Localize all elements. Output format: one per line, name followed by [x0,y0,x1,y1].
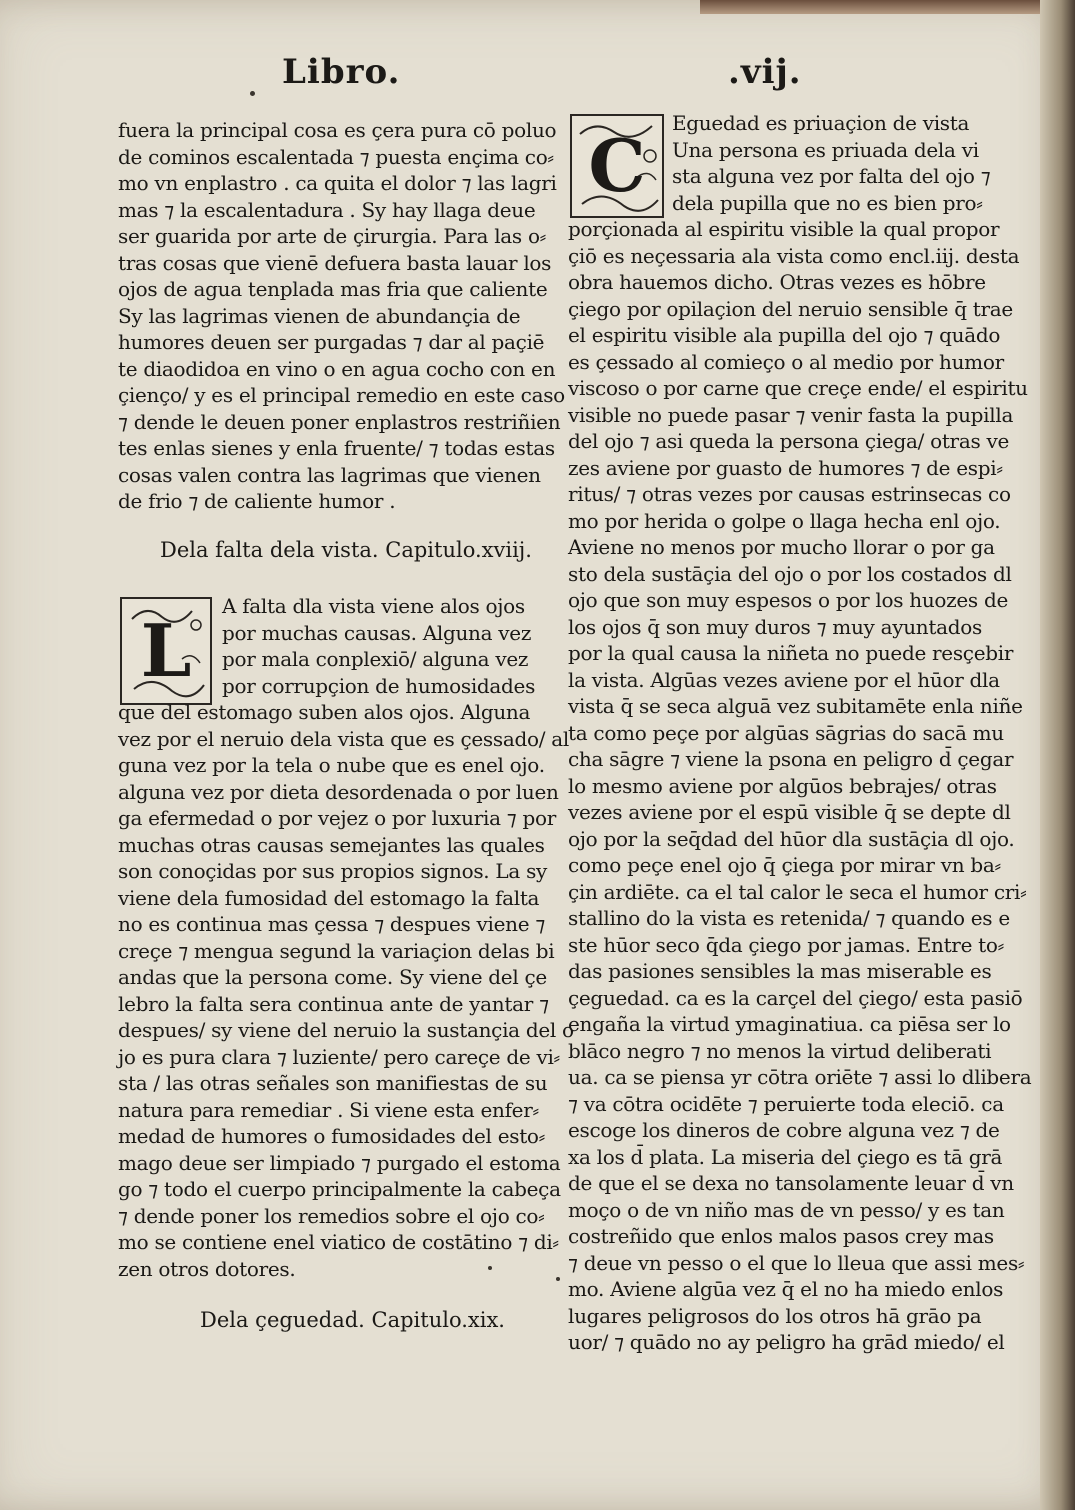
text-line: ojo que son muy espesos o por los huozes de [568,588,1008,612]
text-line: tes enlas sienes y enla fruente/ ⁊ todas estas [118,436,555,460]
text-line: por muchas causas. Alguna vez [222,620,532,645]
text-line: costreñido que enlos malos pasos crey mas [568,1224,994,1248]
header-right: .vij. [728,52,802,92]
left-column-top-text [118,117,565,515]
left-column-body-text [118,699,574,1282]
ink-dot [488,1266,492,1270]
text-line: moço o de vn niño mas de vn pesso/ y es tan [568,1197,1005,1222]
text-line: ⁊ va cōtra ocidēte ⁊ peruierte toda eleciō. ca [568,1091,1004,1116]
initial-text-block-2 [672,110,991,216]
text-line: engaña la virtud ymaginatiua. ca piēsa ser lo [568,1012,1011,1036]
text-line: que del estomago suben alos ojos. Alguna [118,700,531,724]
text-line: el espiritu visible ala pupilla del ojo ⁊ quādo [568,323,1001,347]
text-line: mo por herida o golpe o llaga hecha enl ojo. [568,508,1001,533]
text-line: Una persona es priuada dela vi [672,137,979,162]
text-line: Sy las lagrimas vienen de abundançia de [118,303,521,328]
initial-letter-c: C [588,123,646,208]
text-line: por mala conplexiō/ alguna vez [222,647,529,671]
text-line: zes aviene por guasto de humores ⁊ de espi⸗ [568,455,1003,480]
text-line: stallino do la vista es retenida/ ⁊ quando es e [568,906,1010,930]
text-line: go ⁊ todo el cuerpo principalmente la cabeça [118,1177,561,1201]
text-line: sto dela sustāçia del ojo o por los costados dl [568,561,1012,586]
text-line: cosas valen contra las lagrimas que vienen [118,462,541,487]
text-line: lebro la falta sera continua ante de yantar ⁊ [118,991,549,1016]
text-line: de cominos escalentada ⁊ puesta ençima co⸗ [118,144,554,169]
chapter-heading-xviij: Dela falta dela vista. Capitulo.xviij. [160,538,532,562]
text-line: ta como peçe por algūas sāgrias do sacā mu [568,720,1004,745]
text-line: guna vez por la tela o nube que es enel ojo. [118,753,545,777]
text-line: jo es pura clara ⁊ luziente/ pero careçe de vi⸗ [118,1044,560,1069]
text-line: porçionada al espiritu visible la qual propor [568,217,1000,241]
text-line: ojos de agua tenplada mas fria que caliente [118,277,548,301]
page-edge [1040,0,1075,1510]
decorated-initial-c [570,114,664,218]
text-line: visible no puede pasar ⁊ venir fasta la pupilla [568,402,1014,427]
text-line: ojo por la seq̄dad del hūor dla sustāçia dl ojo. [568,826,1015,851]
text-line: ⁊ dende poner los remedios sobre el ojo co⸗ [118,1203,545,1228]
text-line: ser guarida por arte de çirurgia. Para las o⸗ [118,224,547,248]
text-line: fuera la principal cosa es çera pura cō poluo [118,118,557,142]
text-line: sta / las otras señales son manifiestas de su [118,1071,548,1095]
text-line: vista q̄ se seca alguā vez subitamēte enla niñe [568,694,1023,718]
text-line: zen otros dotores. [118,1256,296,1281]
text-line: ua. ca se piensa yr cōtra oriēte ⁊ assi lo dlibera [568,1065,1032,1089]
text-line: lugares peligrosos do los otros hā grāo pa [568,1303,982,1328]
text-line: creçe ⁊ mengua segund la variaçion delas bi [118,938,555,963]
text-line: mago deue ser limpiado ⁊ purgado el estoma [118,1150,561,1175]
text-line: de frio ⁊ de caliente humor . [118,489,396,513]
text-line: la vista. Algūas vezes aviene por el hūor dla [568,667,1000,692]
text-line: andas que la persona come. Sy viene del çe [118,965,547,989]
text-line: ritus/ ⁊ otras vezes por causas estrinsecas co [568,482,1011,506]
ink-dot [250,91,255,96]
text-line: tras cosas que vienē defuera basta lauar los [118,250,552,275]
text-line: mo. Aviene algūa vez q̄ el no ha miedo enlos [568,1277,1004,1301]
text-line: çeguedad. ca es la carçel del çiego/ esta pasiō [568,985,1023,1010]
text-line: despues/ sy viene del neruio la sustançia del o [118,1018,574,1042]
text-line: no es continua mas çessa ⁊ despues viene ⁊ [118,912,545,936]
text-line: çiego por opilaçion del neruio sensible q̄ trae [568,296,1013,321]
text-line: ste hūor seco q̄da çiego por jamas. Entre to⸗ [568,932,1004,957]
text-line: los ojos q̄ son muy duros ⁊ muy ayuntados [568,614,982,639]
text-line: das pasiones sensibles la mas miserable es [568,959,992,983]
text-line: vezes aviene por el espū visible q̄ se depte dl [568,800,1011,824]
text-line: por corrupçion de humosidades [222,673,536,698]
text-line: mas ⁊ la escalentadura . Sy hay llaga deue [118,197,536,222]
binding-edge-top [700,0,1075,14]
text-line: escoge los dineros de cobre alguna vez ⁊ de [568,1118,1000,1142]
text-line: ⁊ deue vn pesso o el que lo lleua que assi mes⸗ [568,1250,1025,1275]
text-line: viene dela fumosidad del estomago la falta [118,885,540,910]
text-line: obra hauemos dicho. Otras vezes es hōbre [568,270,986,294]
text-line: cha sāgre ⁊ viene la psona en peligro d̄ çegar [568,747,1014,771]
text-line: es çessado al comieço o al medio por humor [568,349,1004,374]
text-line: çienço/ y es el principal remedio en este caso [118,383,565,407]
text-line: del ojo ⁊ asi queda la persona çiega/ otras ve [568,429,1009,453]
text-line: çiō es neçessaria ala vista como encl.iij. desta [568,243,1020,268]
text-line: sta alguna vez por falta del ojo ⁊ [672,164,991,188]
text-line: medad de humores o fumosidades del esto⸗ [118,1124,546,1148]
text-line: çin ardiēte. ca el tal calor le seca el humor cri⸗ [568,879,1027,904]
text-line: mo se contiene enel viatico de costātino ⁊ di⸗ [118,1230,559,1254]
text-line: alguna vez por dieta desordenada o por luen [118,779,559,804]
text-line: natura para remediar . Si viene esta enfer⸗ [118,1097,539,1122]
initial-letter-l: L [140,608,192,693]
text-line: xa los d̄ plata. La miseria del çiego es tā grā [568,1144,1003,1169]
text-line: humores deuen ser purgadas ⁊ dar al paçiē [118,330,545,354]
initial-text-block-1 [222,593,536,699]
text-line: de que el se dexa no tansolamente leuar d̄ vn [568,1171,1014,1195]
header-left: Libro. [282,52,401,92]
text-line: Eguedad es priuaçion de vista [672,111,970,135]
text-line: por la qual causa la niñeta no puede resçebir [568,641,1014,665]
text-line: te diaodidoa en vino o en agua cocho con en [118,356,556,381]
text-line: mo vn enplastro . ca quita el dolor ⁊ las lagri [118,171,557,195]
text-line: A falta dla vista viene alos ojos [222,594,525,618]
text-line: como peçe enel ojo q̄ çiega por mirar vn ba⸗ [568,853,1001,877]
text-line: Aviene no menos por mucho llorar o por ga [568,535,995,559]
text-line: vez por el neruio dela vista que es çessado/ al [118,726,569,751]
text-line: ⁊ dende le deuen poner enplastros restriñien [118,409,561,434]
text-line: ga efermedad o por vejez o por luxuria ⁊ por [118,806,556,830]
text-line: muchas otras causas semejantes las quales [118,832,545,857]
text-line: viscoso o por carne que creçe ende/ el espiritu [568,376,1028,400]
right-column-body-text [568,216,1032,1356]
decorated-initial-l [120,597,212,705]
text-line: uor/ ⁊ quādo no ay peligro ha grād miedo/ el [568,1330,1005,1354]
ink-dot [556,1277,560,1281]
text-line: dela pupilla que no es bien pro⸗ [672,190,983,215]
chapter-heading-xix: Dela çeguedad. Capitulo.xix. [200,1308,505,1332]
text-line: lo mesmo aviene por algūos bebrajes/ otras [568,773,997,798]
text-line: blāco negro ⁊ no menos la virtud deliberati [568,1038,992,1063]
text-line: son conoçidas por sus propios signos. La sy [118,859,548,883]
